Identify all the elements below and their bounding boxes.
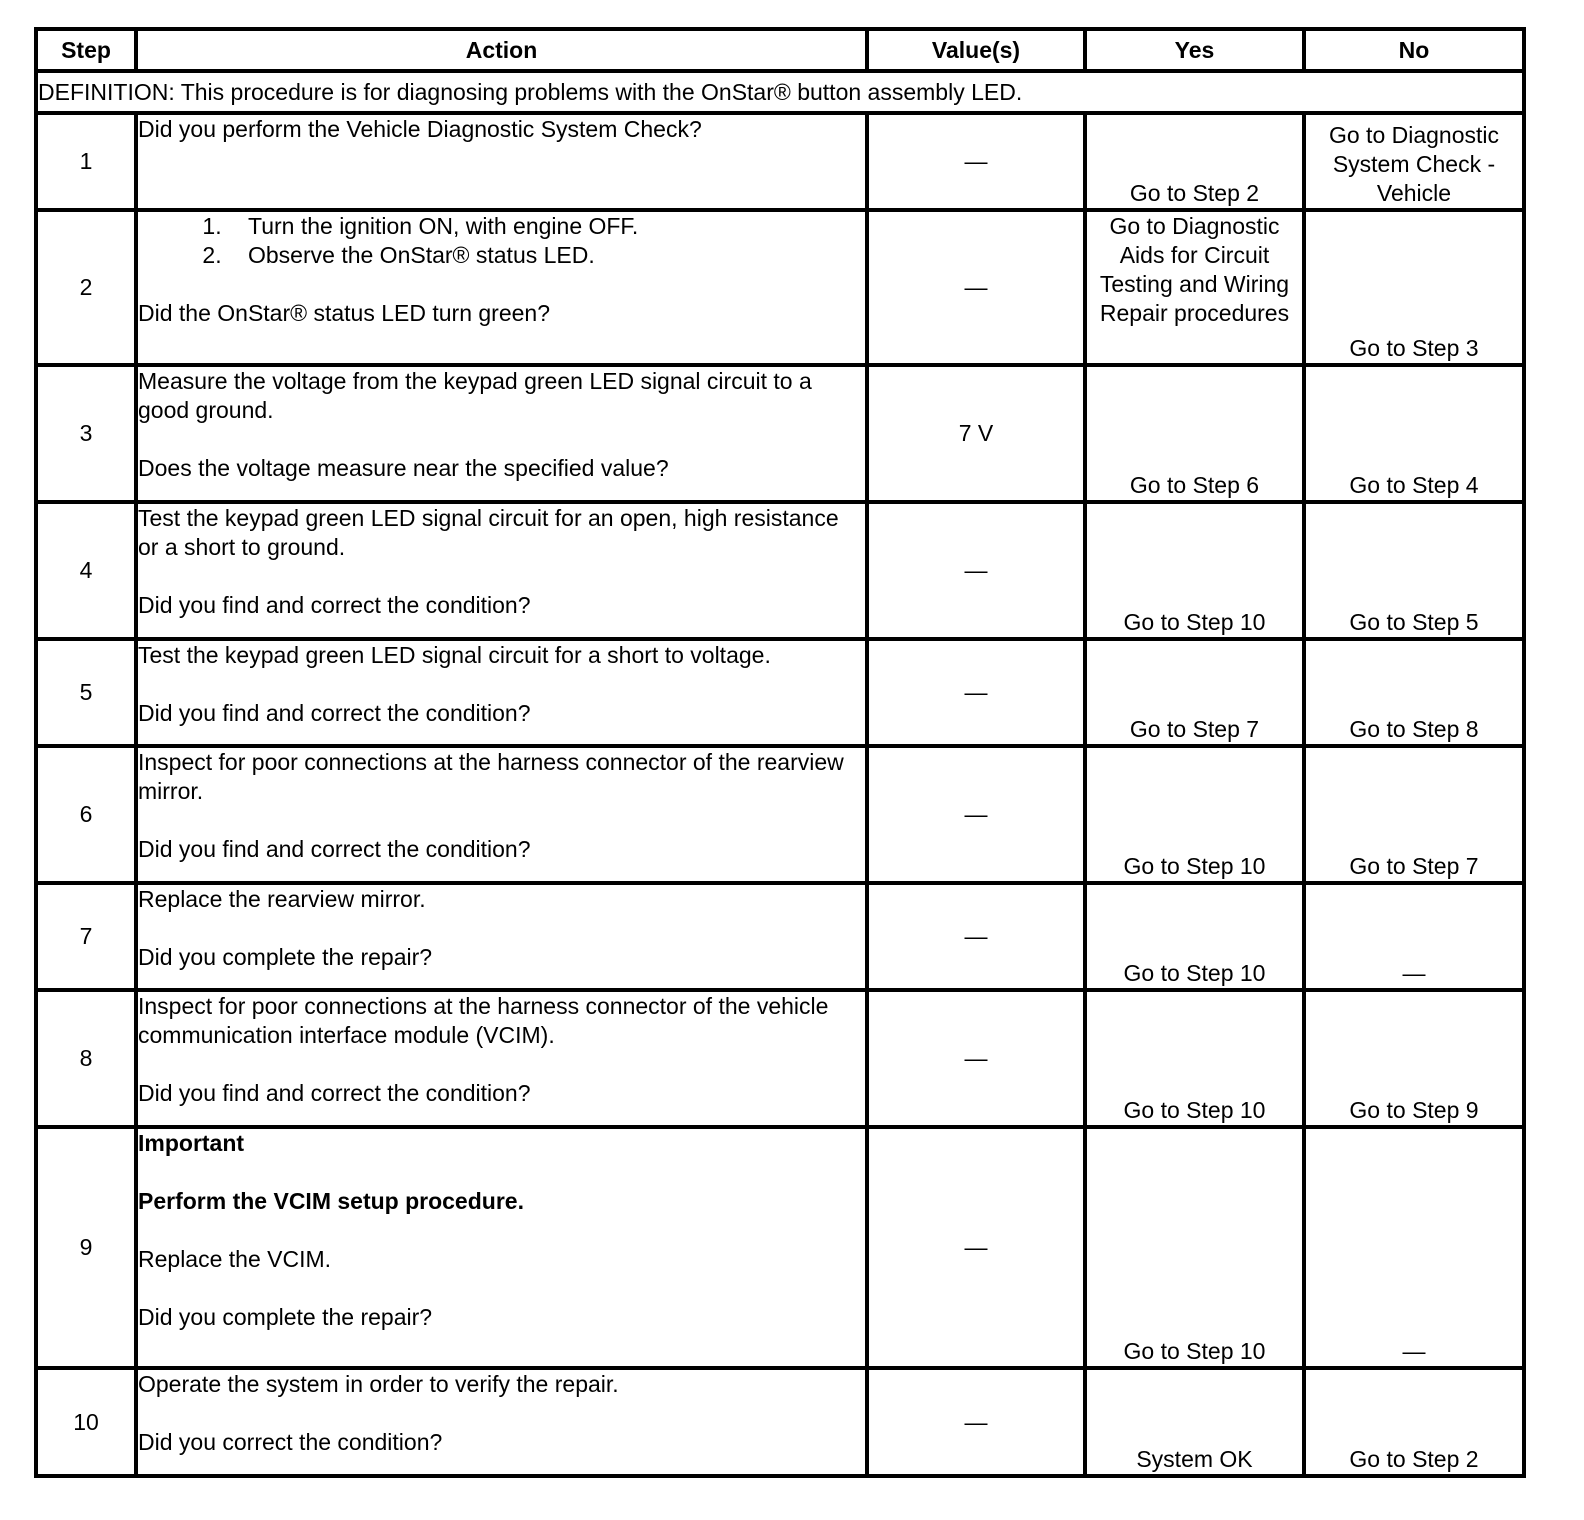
no-cell: Go to Step 2	[1304, 1368, 1524, 1476]
no-cell: —	[1304, 1127, 1524, 1368]
action-cell	[136, 502, 867, 639]
action-cell	[136, 210, 867, 365]
step-number: 2	[36, 210, 136, 365]
action-question: Did you find and correct the condition?	[138, 836, 531, 862]
important-note: Perform the VCIM setup procedure.	[138, 1188, 524, 1214]
step-number: 4	[36, 502, 136, 639]
action-text: Replace the VCIM.	[138, 1246, 332, 1272]
header-yes: Yes	[1085, 29, 1304, 71]
action-text: Operate the system in order to verify the repair.	[138, 1371, 619, 1397]
step-number: 7	[36, 883, 136, 990]
action-cell	[136, 990, 867, 1127]
action-cell	[136, 1127, 867, 1368]
table-row	[36, 639, 1524, 746]
no-cell: Go to Step 3	[1304, 210, 1524, 365]
value-cell: —	[867, 746, 1085, 883]
value-cell: —	[867, 883, 1085, 990]
action-text: Did you perform the Vehicle Diagnostic System Check?	[138, 116, 702, 142]
action-cell	[136, 639, 867, 746]
yes-cell: System OK	[1085, 1368, 1304, 1476]
yes-cell: Go to Step 10	[1085, 502, 1304, 639]
step-number: 1	[36, 113, 136, 210]
yes-cell: Go to Step 10	[1085, 746, 1304, 883]
table-row	[36, 746, 1524, 883]
action-question: Did you complete the repair?	[138, 1304, 433, 1330]
action-question: Did you find and correct the condition?	[138, 592, 531, 618]
action-cell	[136, 746, 867, 883]
value-cell: —	[867, 210, 1085, 365]
header-no: No	[1304, 29, 1524, 71]
no-cell: Go to Step 5	[1304, 502, 1524, 639]
action-text: Replace the rearview mirror.	[138, 886, 426, 912]
no-cell: Go to Step 4	[1304, 365, 1524, 502]
value-cell: —	[867, 113, 1085, 210]
action-text: Inspect for poor connections at the harness connector of the rearview mirror.	[138, 749, 844, 804]
yes-cell: Go to Step 10	[1085, 990, 1304, 1127]
yes-cell: Go to Step 10	[1085, 1127, 1304, 1368]
no-cell: Go to Diagnostic System Check - Vehicle	[1304, 113, 1524, 210]
action-text: Measure the voltage from the keypad green LED signal circuit to a good ground.	[138, 368, 812, 423]
definition-row	[36, 71, 1524, 113]
table-row	[36, 502, 1524, 639]
table-row	[36, 1368, 1524, 1476]
no-cell: Go to Step 8	[1304, 639, 1524, 746]
header-row	[36, 29, 1524, 71]
table-row	[36, 365, 1524, 502]
yes-cell: Go to Step 6	[1085, 365, 1304, 502]
action-question: Did you find and correct the condition?	[138, 700, 531, 726]
action-text: Test the keypad green LED signal circuit for a short to voltage.	[138, 642, 771, 668]
table-row	[36, 883, 1524, 990]
yes-cell: Go to Step 2	[1085, 113, 1304, 210]
header-action: Action	[136, 29, 867, 71]
no-cell: Go to Step 9	[1304, 990, 1524, 1127]
action-cell	[136, 365, 867, 502]
action-question: Did you complete the repair?	[138, 944, 433, 970]
action-question: Does the voltage measure near the specified value?	[138, 455, 669, 481]
table-row	[36, 210, 1524, 365]
table-row	[36, 1127, 1524, 1368]
header-step: Step	[36, 29, 136, 71]
header-values: Value(s)	[867, 29, 1085, 71]
action-list-item: 1. Turn the ignition ON, with engine OFF.	[228, 212, 865, 241]
value-cell: —	[867, 502, 1085, 639]
action-cell	[136, 883, 867, 990]
value-cell: —	[867, 639, 1085, 746]
value-cell: —	[867, 1127, 1085, 1368]
step-number: 9	[36, 1127, 136, 1368]
action-question: Did you find and correct the condition?	[138, 1080, 531, 1106]
value-cell: —	[867, 990, 1085, 1127]
yes-cell: Go to Step 7	[1085, 639, 1304, 746]
action-text: Inspect for poor connections at the harness connector of the vehicle communication interface module (VCIM).	[138, 993, 829, 1048]
no-cell: Go to Step 7	[1304, 746, 1524, 883]
step-number: 8	[36, 990, 136, 1127]
action-question: Did you correct the condition?	[138, 1429, 443, 1455]
action-question: Did the OnStar® status LED turn green?	[138, 300, 550, 326]
action-list-item: 2. Observe the OnStar® status LED.	[228, 241, 865, 270]
yes-cell: Go to Step 10	[1085, 883, 1304, 990]
step-number: 5	[36, 639, 136, 746]
table-row	[36, 990, 1524, 1127]
action-list	[138, 212, 865, 270]
action-text: Test the keypad green LED signal circuit for an open, high resistance or a short to ground.	[138, 505, 839, 560]
step-number: 10	[36, 1368, 136, 1476]
value-cell: 7 V	[867, 365, 1085, 502]
no-cell: —	[1304, 883, 1524, 990]
definition-text: DEFINITION: This procedure is for diagnosing problems with the OnStar® button assembly LED.	[36, 71, 1524, 113]
value-cell: —	[867, 1368, 1085, 1476]
step-number: 6	[36, 746, 136, 883]
table-row	[36, 113, 1524, 210]
action-cell	[136, 113, 867, 210]
yes-cell: Go to Diagnostic Aids for Circuit Testing and Wiring Repair procedures	[1085, 210, 1304, 365]
diagnostic-table	[34, 27, 1526, 1478]
step-number: 3	[36, 365, 136, 502]
action-cell	[136, 1368, 867, 1476]
important-heading: Important	[138, 1130, 245, 1156]
